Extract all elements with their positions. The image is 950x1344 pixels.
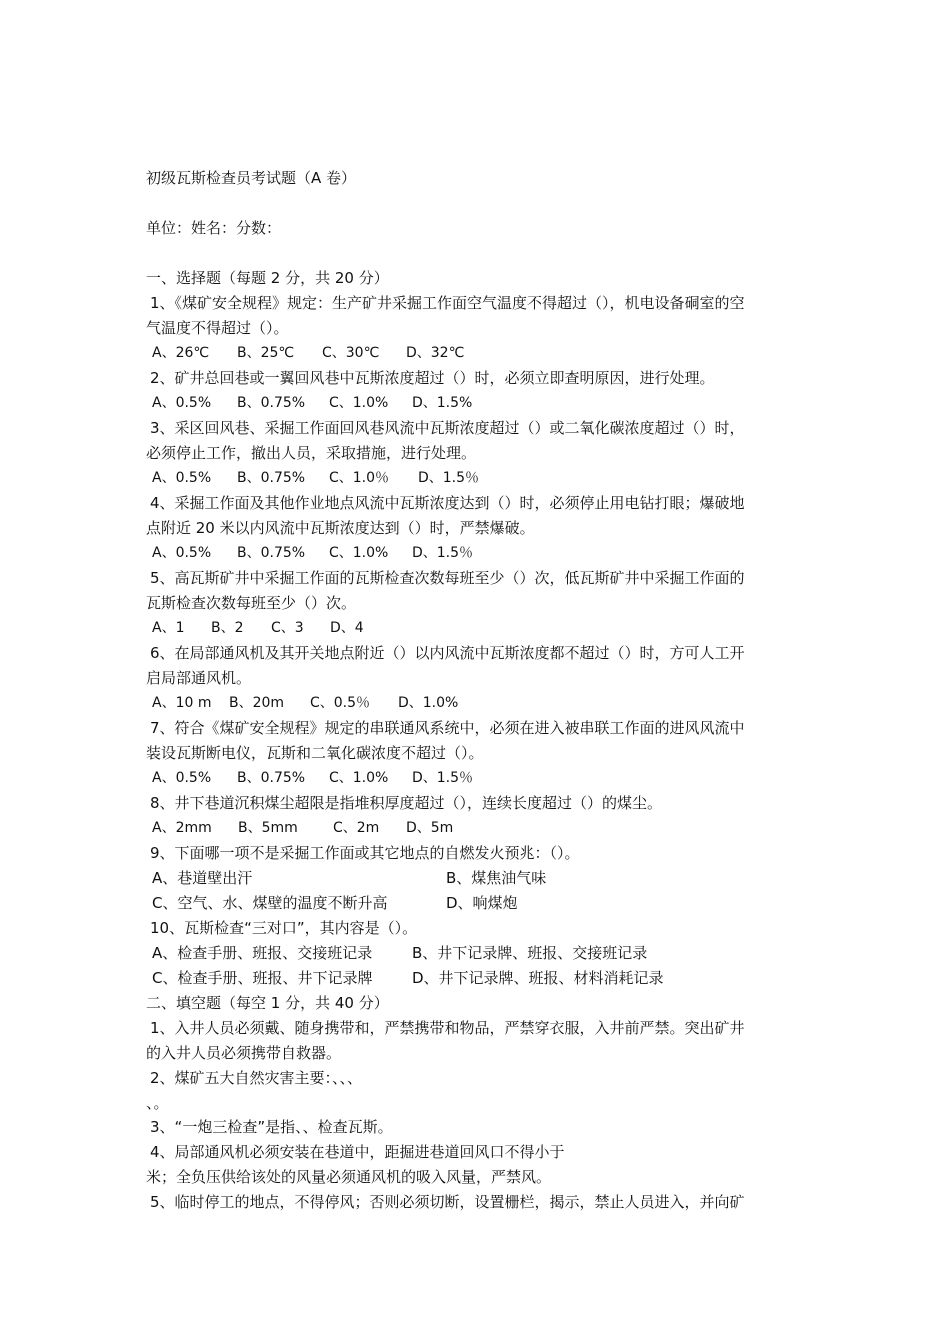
q5-option-d: D、4 (330, 620, 364, 636)
fill-2-line1: 2、煤矿五大自然灾害主要：、、、 (150, 1069, 363, 1087)
fill-3-line1: 3、“一炮三检查”是指、、检查瓦斯。 (150, 1118, 393, 1136)
q7-option-b: B、0.75% (237, 770, 306, 786)
q1-option-c: C、30℃ (322, 345, 380, 361)
q10-option-d: D、井下记录牌、班报、材料消耗记录 (412, 969, 664, 987)
question-3-line2: 必须停止工作，撤出人员，采取措施，进行处理。 (146, 444, 477, 462)
q2-option-a: A、0.5% (152, 395, 212, 411)
question-8-line1: 8、井下巷道沉积煤尘超限是指堆积厚度超过（），连续长度超过（）的煤尘。 (150, 794, 663, 812)
question-4-line2: 点附近 20 米以内风流中瓦斯浓度达到（）时，严禁爆破。 (146, 519, 535, 537)
section1-heading: 一、选择题（每题 2 分，共 20 分） (146, 269, 389, 287)
q4-option-b: B、0.75% (237, 545, 306, 561)
question-1-line1: 1、《煤矿安全规程》规定：生产矿井采掘工作面空气温度不得超过（），机电设备硐室的空 (150, 294, 745, 312)
question-7-line1: 7、符合《煤矿安全规程》规定的串联通风系统中，必须在进入被串联工作面的进风风流中 (150, 719, 745, 737)
fill-4-line1: 4、局部通风机必须安装在巷道中，距掘进巷道回风口不得小于 (150, 1143, 565, 1161)
fill-5-line1: 5、临时停工的地点，不得停风；否则必须切断，设置栅栏，揭示，禁止人员进入，并向矿 (150, 1193, 745, 1211)
q8-option-d: D、5m (406, 820, 454, 836)
q6-option-a: A、10 m (152, 695, 212, 711)
q8-option-c: C、2m (333, 820, 380, 836)
question-9-line1: 9、下面哪一项不是采掘工作面或其它地点的自燃发火预兆：（）。 (150, 844, 580, 862)
q9-option-d: D、响煤炮 (446, 894, 518, 912)
q9-option-b: B、煤焦油气味 (446, 869, 547, 887)
question-5-line2: 瓦斯检查次数每班至少（）次。 (146, 594, 357, 612)
question-3-line1: 3、采区回风巷、采掘工作面回风巷风流中瓦斯浓度超过（）或二氧化碳浓度超过（）时， (150, 419, 745, 437)
q5-option-a: A、1 (152, 620, 185, 636)
q3-option-b: B、0.75% (237, 470, 306, 486)
q1-option-d: D、32℃ (406, 345, 465, 361)
q4-option-d: D、1.5％ (412, 545, 474, 561)
fill-2-line2: 、。 (146, 1094, 169, 1112)
header-info: 单位：姓名：分数： (146, 219, 282, 237)
q9-option-c: C、空气、水、煤壁的温度不断升高 (152, 894, 388, 912)
q10-option-a: A、检查手册、班报、交接班记录 (152, 944, 373, 962)
q10-option-b: B、井下记录牌、班报、交接班记录 (412, 944, 648, 962)
fill-1-line1: 1、入井人员必须戴、随身携带和，严禁携带和物品，严禁穿衣服，入井前严禁。突出矿井 (150, 1019, 745, 1037)
q2-option-b: B、0.75% (237, 395, 306, 411)
q8-option-a: A、2mm (152, 820, 212, 836)
q1-option-a: A、26℃ (152, 345, 210, 361)
question-5-line1: 5、高瓦斯矿井中采掘工作面的瓦斯检查次数每班至少（）次，低瓦斯矿井中采掘工作面的 (150, 569, 745, 587)
section2-heading: 二、填空题（每空 1 分，共 40 分） (146, 994, 389, 1012)
q5-option-c: C、3 (271, 620, 304, 636)
question-2-line1: 2、矿井总回巷或一翼回风巷中瓦斯浓度超过（）时，必须立即查明原因，进行处理。 (150, 369, 715, 387)
q9-option-a: A、巷道壁出汗 (152, 869, 253, 887)
question-7-line2: 装设瓦斯断电仪，瓦斯和二氧化碳浓度不超过（）。 (146, 744, 484, 762)
q3-option-a: A、0.5% (152, 470, 212, 486)
q7-option-c: C、1.0% (329, 770, 389, 786)
question-6-line1: 6、在局部通风机及其开关地点附近（）以内风流中瓦斯浓度都不超过（）时，方可人工开 (150, 644, 745, 662)
q7-option-d: D、1.5％ (412, 770, 474, 786)
q2-option-c: C、1.0% (329, 395, 389, 411)
fill-4-line2: 米；全负压供给该处的风量必须通风机的吸入风量，严禁风。 (146, 1168, 552, 1186)
question-4-line1: 4、采掘工作面及其他作业地点风流中瓦斯浓度达到（）时，必须停止用电钻打眼；爆破地 (150, 494, 745, 512)
q4-option-a: A、0.5% (152, 545, 212, 561)
q3-option-d: D、1.5％ (418, 470, 480, 486)
q6-option-c: C、0.5％ (310, 695, 371, 711)
q1-option-b: B、25℃ (237, 345, 295, 361)
question-1-line2: 气温度不得超过（）。 (146, 319, 289, 337)
question-10-line1: 10、瓦斯检查“三对口”，其内容是（）。 (150, 919, 418, 937)
q8-option-b: B、5mm (238, 820, 298, 836)
q10-option-c: C、检查手册、班报、井下记录牌 (152, 969, 373, 987)
q6-option-b: B、20m (229, 695, 285, 711)
q3-option-c: C、1.0％ (329, 470, 390, 486)
exam-title: 初级瓦斯检查员考试题（A 卷） (146, 169, 357, 187)
question-6-line2: 启局部通风机。 (146, 669, 252, 687)
fill-1-line2: 的入井人员必须携带自救器。 (146, 1044, 342, 1062)
q6-option-d: D、1.0% (398, 695, 459, 711)
q4-option-c: C、1.0% (329, 545, 389, 561)
q5-option-b: B、2 (211, 620, 244, 636)
q2-option-d: D、1.5% (412, 395, 473, 411)
q7-option-a: A、0.5% (152, 770, 212, 786)
